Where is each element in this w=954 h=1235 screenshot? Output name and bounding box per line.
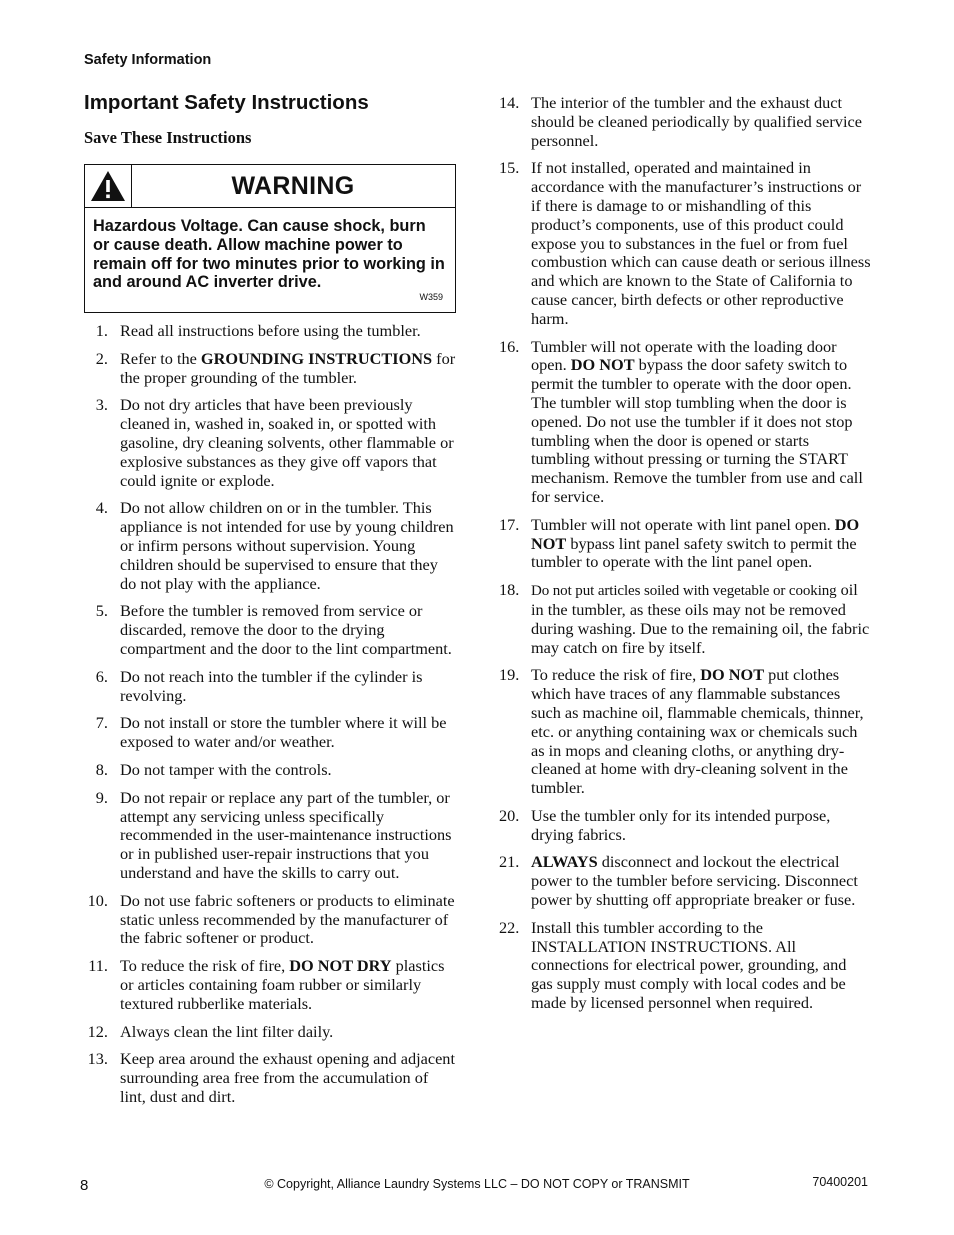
instruction-text: If not installed, operated and maintained in accordance with the manufacturer’s instructions or if there is damage to or mishandling of this product’s components, use of this product could expose you to substances in the fuel or from fuel combustion which can cause death or serious illness and which are known to the State of California to cause cancer, birth defects or other reproductive harm. bbox=[531, 158, 871, 328]
instruction-text: Keep area around the exhaust opening and adjacent surrounding area free from the accumulation of lint, dust and dirt. bbox=[120, 1049, 455, 1106]
instruction-text: Do not repair or replace any part of the tumbler, or attempt any servicing unless specifically recommended in the user-maintenance instructions or in published user-repair instructions that you understand and have the skills to carry out. bbox=[120, 787, 452, 882]
instruction-number: 5. bbox=[95, 601, 108, 621]
warning-message: Hazardous Voltage. Can cause shock, burn or cause death. Allow machine power to remain off for two minutes prior to working in and around AC inverter drive. bbox=[93, 217, 445, 292]
instruction-text: Refer to the bbox=[120, 348, 201, 368]
instruction-number: 19. bbox=[499, 665, 520, 685]
instruction-text: Tumbler will not operate with lint panel open. bbox=[531, 514, 835, 534]
instruction-number: 6. bbox=[95, 666, 108, 686]
instruction-text: Install this tumbler according to the INSTALLATION INSTRUCTIONS. All connections for electrical power, grounding, and gas supply must comply with local codes and be made by licensed personnel when required. bbox=[531, 917, 847, 1013]
instruction-number: 11. bbox=[88, 956, 108, 976]
instruction-item bbox=[84, 714, 456, 752]
warning-header bbox=[85, 165, 455, 208]
instruction-text: for the proper grounding of the tumbler. bbox=[120, 348, 456, 387]
instruction-item bbox=[499, 516, 871, 572]
instruction-text: The interior of the tumbler and the exhaust duct should be cleaned periodically by qualified service personnel. bbox=[531, 93, 862, 150]
instruction-number: 12. bbox=[87, 1021, 108, 1041]
instruction-item bbox=[499, 581, 871, 657]
warning-box bbox=[84, 164, 456, 313]
instruction-item bbox=[84, 957, 456, 1013]
instruction-text: Do not put articles soiled with vegetable or cooking bbox=[531, 583, 837, 600]
instruction-text: Always clean the lint filter daily. bbox=[120, 1021, 334, 1041]
instruction-item bbox=[499, 666, 871, 798]
instruction-emphasis: DO NOT bbox=[570, 355, 635, 375]
instruction-text: Do not tamper with the controls. bbox=[120, 759, 332, 779]
instruction-text: bypass the door safety switch to permit the tumbler to operate with the door open. The tumbler will stop tumbling when the door is opened. Do not use the tumbler if it does not stop tumbling when the door is opened or starts tumbling without pressing or turning the START mechanism. Remove the tumbler from use and call for service. bbox=[531, 355, 863, 506]
instruction-text: To reduce the risk of fire, bbox=[531, 665, 701, 685]
warning-triangle-icon bbox=[90, 170, 126, 202]
instruction-item bbox=[84, 1050, 456, 1106]
instruction-number: 9. bbox=[95, 787, 108, 807]
instruction-list-left bbox=[84, 322, 456, 1116]
instruction-item bbox=[84, 396, 456, 490]
instruction-item bbox=[499, 919, 871, 1013]
copyright-notice: © Copyright, Alliance Laundry Systems LLC – DO NOT COPY or TRANSMIT bbox=[264, 1177, 690, 1191]
instruction-item bbox=[84, 602, 456, 658]
instruction-text: Do not allow children on or in the tumbler. This appliance is not intended for use by young children or infirm persons without supervision. Young children should be supervised to ensure that they do not play with the appliance. bbox=[120, 498, 454, 593]
instruction-item bbox=[499, 807, 871, 845]
warning-signal-word: WARNING bbox=[231, 171, 355, 200]
instruction-item bbox=[84, 761, 456, 780]
instruction-emphasis: DO NOT DRY bbox=[289, 956, 392, 976]
instruction-item bbox=[84, 668, 456, 706]
instruction-emphasis: DO NOT bbox=[700, 665, 765, 685]
instruction-number: 7. bbox=[95, 713, 108, 733]
instruction-number: 13. bbox=[87, 1049, 108, 1069]
instruction-text: Tumbler will not operate with the loading door open. bbox=[531, 336, 837, 375]
instruction-number: 17. bbox=[499, 514, 520, 534]
instruction-item bbox=[499, 94, 871, 150]
instruction-emphasis: GROUNDING INSTRUCTIONS bbox=[200, 348, 433, 368]
instruction-number: 1. bbox=[95, 321, 108, 340]
section-header: Safety Information bbox=[84, 52, 212, 68]
instruction-item bbox=[84, 892, 456, 948]
instruction-item bbox=[84, 350, 456, 388]
instruction-text: To reduce the risk of fire, bbox=[120, 956, 290, 976]
instruction-number: 21. bbox=[499, 852, 520, 872]
instruction-number: 4. bbox=[95, 498, 108, 518]
instruction-number: 18. bbox=[499, 580, 520, 600]
instruction-item bbox=[84, 499, 456, 593]
instruction-item bbox=[84, 1023, 456, 1042]
instruction-text: disconnect and lockout the electrical power to the tumbler before servicing. Disconnect power by shutting off appropriate breaker or fuse. bbox=[531, 852, 858, 910]
instruction-text: put clothes which have traces of any flammable substances such as machine oil, flammable chemicals, thinner, etc. or anything containing wax or chemicals such as in mops and cleaning cloths, or anything dry-cleaned at home with dry-cleaning solvent in the tumbler. bbox=[531, 665, 864, 798]
warning-code: W359 bbox=[419, 292, 443, 302]
instruction-item bbox=[499, 159, 871, 328]
instruction-item bbox=[84, 322, 456, 341]
instruction-list-right bbox=[499, 94, 871, 1022]
instruction-number: 16. bbox=[499, 336, 520, 356]
instruction-text: oil in the tumbler, as these oils may not be removed during washing. Due to the remaining oil, the fabric may catch on fire by itself. bbox=[531, 580, 870, 657]
instruction-number: 22. bbox=[499, 917, 520, 937]
instruction-text: plastics or articles containing foam rubber or similarly textured rubberlike materials. bbox=[120, 956, 445, 1013]
instruction-text: Do not use fabric softeners or products to eliminate static unless recommended by the manufacturer of the fabric softener or product. bbox=[120, 890, 455, 948]
page-subtitle: Save These Instructions bbox=[84, 128, 252, 147]
instruction-item bbox=[84, 789, 456, 883]
instruction-item bbox=[499, 338, 871, 507]
instruction-text: Use the tumbler only for its intended purpose, drying fabrics. bbox=[531, 805, 831, 844]
instruction-text: Do not install or store the tumbler where it will be exposed to water and/or weather. bbox=[120, 713, 447, 752]
instruction-number: 10. bbox=[87, 890, 108, 910]
instruction-item bbox=[499, 853, 871, 909]
instruction-text: bypass lint panel safety switch to permit the tumbler to operate with the lint panel open. bbox=[531, 533, 857, 572]
page-title: Important Safety Instructions bbox=[84, 91, 369, 114]
document-number: 70400201 bbox=[812, 1175, 868, 1189]
instruction-number: 3. bbox=[95, 395, 108, 415]
instruction-number: 15. bbox=[499, 158, 520, 178]
instruction-number: 8. bbox=[95, 759, 108, 779]
instruction-text: Do not dry articles that have been previously cleaned in, washed in, soaked in, or spotted with gasoline, dry cleaning solvents, other flammable or explosive substances as they give off vapors that could ignite or explode. bbox=[120, 395, 454, 490]
instruction-text: Before the tumbler is removed from service or discarded, remove the door to the drying compartment and the door to the lint compartment. bbox=[120, 601, 452, 658]
instruction-number: 20. bbox=[499, 805, 520, 825]
instruction-number: 2. bbox=[95, 348, 108, 368]
page-number: 8 bbox=[80, 1177, 89, 1194]
instruction-emphasis: ALWAYS bbox=[531, 852, 598, 872]
instruction-text: Read all instructions before using the tumbler. bbox=[120, 321, 421, 340]
instruction-number: 14. bbox=[499, 93, 520, 112]
instruction-emphasis: DO NOT bbox=[531, 514, 860, 553]
instruction-text: Do not reach into the tumbler if the cylinder is revolving. bbox=[120, 666, 423, 705]
